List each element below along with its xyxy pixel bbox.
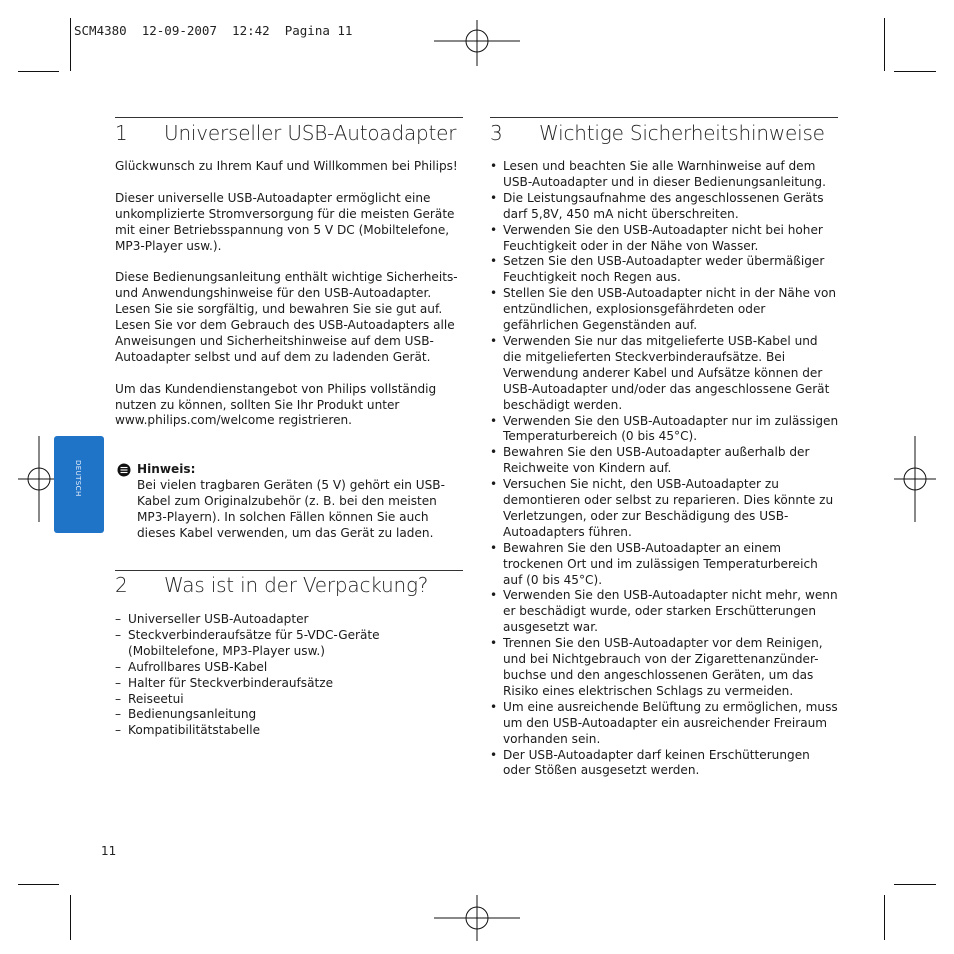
section-1-rule [115, 117, 463, 118]
registration-mark-right [894, 436, 936, 522]
description-paragraph: Dieser universelle USB-Autoadapter ermöglicht eine unkomplizierte Stromversorgung für die meisten Geräte mit einer Betriebsspannung von 5 V DC (Mobiltelefone, MP3-Player usw.). [115, 190, 455, 253]
list-item: – Steckverbinderaufsätze für 5-VDC-Geräte (Mobiltelefone, MP3-Player usw.) [115, 627, 380, 658]
section-3-number: 3 [490, 121, 503, 145]
section-1-body [115, 159, 460, 445]
list-item: • Die Leistungsaufnahme des angeschlossenen Geräts darf 5,8V, 450 mA nicht überschreiten. [490, 190, 824, 221]
section-2-number: 2 [115, 573, 128, 597]
list-item: – Bedienungsanleitung [115, 707, 257, 722]
list-item: • Bewahren Sie den USB-Autoadapter an einem trockenen Ort und im zulässigen Temperaturbereich auf (0 bis 45°C). [490, 540, 818, 587]
note-icon [117, 463, 131, 477]
section-3-rule [490, 117, 838, 118]
instructions-paragraph: Diese Bedienungsanleitung enthält wichtige Sicherheits- und Anwendungshinweise für den USB-Autoadapter. Lesen Sie sie sorgfältig, und bewahren Sie sie gut auf. Lesen Sie vor dem Gebrauch des USB-Autoadapters alle Anweisungen und Sicherheitshinweise auf dem USB-Autoadapter selbst und auf dem zu ladenden Gerät. [115, 270, 458, 364]
list-item: • Setzen Sie den USB-Autoadapter weder übermäßiger Feuchtigkeit noch Regen aus. [490, 254, 825, 285]
intro-paragraph: Glückwunsch zu Ihrem Kauf und Willkommen bei Philips! [115, 159, 458, 173]
registration-paragraph: Um das Kundendienstangebot von Philips vollständig nutzen zu können, sollten Sie Ihr Produkt unter www.philips.com/welcome registrieren. [115, 381, 437, 428]
note-block [137, 462, 463, 542]
list-item: – Universeller USB-Autoadapter [115, 612, 309, 626]
list-item: • Verwenden Sie den USB-Autoadapter nicht mehr, wenn er beschädigt wurde, oder starken Erschütterungen ausgesetzt war. [490, 588, 838, 635]
package-contents-list [115, 612, 415, 739]
section-2-heading [115, 573, 428, 597]
list-item: • Verwenden Sie den USB-Autoadapter nicht bei hoher Feuchtigkeit oder in der Nähe von Wasser. [490, 222, 823, 253]
list-item: • Trennen Sie den USB-Autoadapter vor dem Reinigen, und bei Nichtgebrauch von der Zigarettenanzünder-buchse und den angeschlossenen Geräten, um das Risiko eines elektrischen Schlags zu vermeiden. [490, 636, 823, 698]
list-item: • Bewahren Sie den USB-Autoadapter außerhalb der Reichweite von Kindern auf. [490, 445, 810, 476]
section-1-heading [115, 121, 456, 145]
list-item: – Aufrollbares USB-Kabel [115, 659, 268, 674]
list-item: • Lesen und beachten Sie alle Warnhinweise auf dem USB-Autoadapter und in dieser Bedienungsanleitung. [490, 159, 826, 189]
print-slug: SCM4380 12-09-2007 12:42 Pagina 11 [74, 23, 353, 38]
list-item: • Um eine ausreichende Belüftung zu ermöglichen, muss um den USB-Autoadapter ein ausreichender Freiraum vorhanden sein. [490, 699, 838, 746]
section-3-heading [490, 121, 825, 145]
registration-mark-bottom [434, 895, 520, 941]
note-text: Bei vielen tragbaren Geräten (5 V) gehört ein USB-Kabel zum Originalzubehör (z. B. bei den meisten MP3-Playern). In solchen Fällen können Sie auch dieses Kabel verwenden, um das Gerät zu laden. [137, 477, 445, 540]
section-2-title: Was ist in der Verpackung? [164, 573, 429, 597]
page-number: 11 [101, 844, 117, 858]
safety-instructions-list [489, 159, 839, 779]
list-item: • Verwenden Sie den USB-Autoadapter nur im zulässigen Temperaturbereich (0 bis 45°C). [490, 413, 839, 444]
list-item: • Verwenden Sie nur das mitgelieferte USB-Kabel und die mitgelieferten Steckverbinderaufsätze. Bei Verwendung anderer Kabel und Aufsätze können der USB-Autoadapter und/oder das angeschlossene Gerät beschädigt werden. [490, 333, 830, 412]
list-item: • Stellen Sie den USB-Autoadapter nicht in der Nähe von entzündlichen, explosionsgefährdeten oder gefährlichen Gegenständen auf. [490, 286, 837, 333]
language-tab-label: DEUTSCH [74, 460, 82, 497]
list-item: • Versuchen Sie nicht, den USB-Autoadapter zu demontieren oder selbst zu reparieren. Dies könnte zu Verletzungen, oder zur Beschädigung des USB-Autoadapters führen. [490, 477, 834, 539]
section-2-rule [115, 570, 463, 571]
list-item: – Reiseetui [115, 691, 184, 706]
section-1-title: Universeller USB-Autoadapter [164, 121, 457, 145]
list-item: – Kompatibilitätstabelle [115, 723, 261, 738]
section-1-number: 1 [115, 121, 128, 145]
list-item: • Der USB-Autoadapter darf keinen Erschütterungen oder Stößen ausgesetzt werden. [490, 747, 810, 778]
note-title: Hinweis: [137, 462, 196, 476]
section-3-title: Wichtige Sicherheitshinweise [539, 121, 825, 145]
registration-mark-top [434, 20, 520, 66]
list-item: – Halter für Steckverbinderaufsätze [115, 675, 334, 690]
